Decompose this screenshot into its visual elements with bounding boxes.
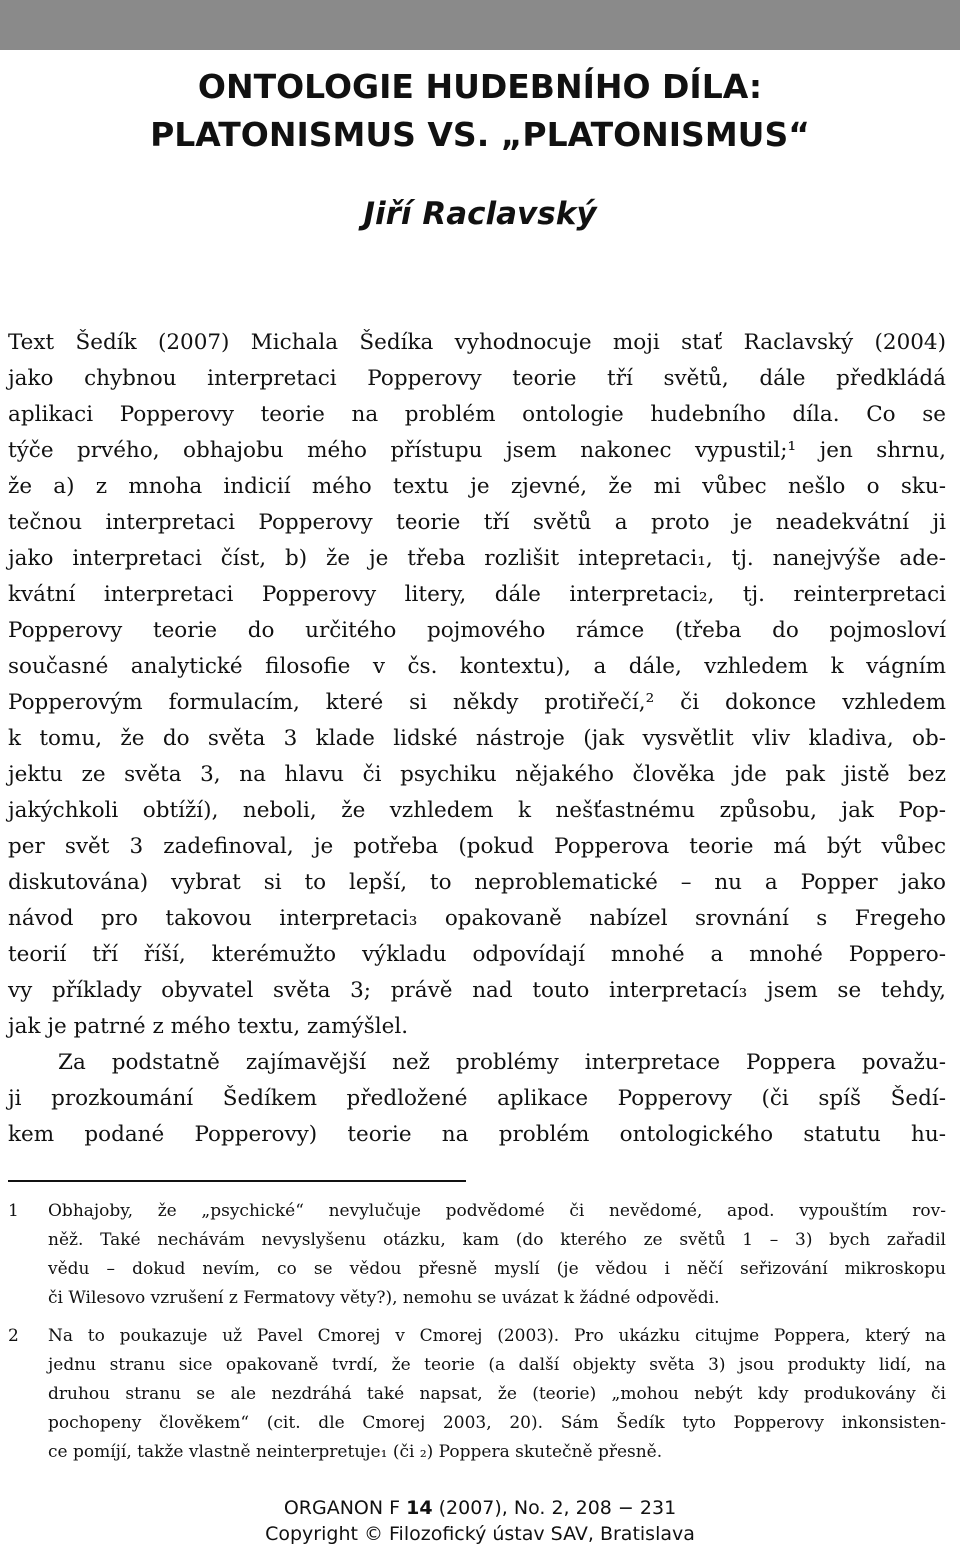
body-line: vy příklady obyvatel světa 3; právě nad touto interpretací₃ jsem se tehdy, bbox=[8, 978, 946, 1003]
footnote-line: jednu stranu sice opakovaně tvrdí, že teorie (a další objekty světa 3) jsou produkty lidí, na bbox=[48, 1355, 946, 1375]
journal-volume: 14 bbox=[406, 1497, 433, 1519]
article-title-line-2: PLATONISMUS VS. „PLATONISMUS“ bbox=[150, 115, 810, 154]
body-line: jako interpretaci číst, b) že je třeba rozlišit intepretaci₁, tj. nanejvýše ade- bbox=[8, 546, 946, 571]
body-line: k tomu, že do světa 3 klade lidské nástroje (jak vysvětlit vliv kladiva, ob- bbox=[8, 726, 946, 751]
body-line: jakýchkoli obtíží), neboli, že vzhledem k nešťastnému způsobu, jak Pop- bbox=[8, 798, 946, 823]
body-line: že a) z mnoha indicií mého textu je zjevné, že mi vůbec nešlo o sku- bbox=[8, 474, 946, 499]
body-line: Popperovy teorie do určitého pojmového rámce (třeba do pojmosloví bbox=[8, 618, 946, 643]
body-line: kem podané Popperovy) teorie na problém ontologického statutu hu- bbox=[8, 1122, 946, 1147]
body-line: návod pro takovou interpretaci₃ opakovaně nabízel srovnání s Fregeho bbox=[8, 906, 946, 931]
article-title-line-1: ONTOLOGIE HUDEBNÍHO DÍLA: bbox=[197, 67, 763, 106]
footnote-divider bbox=[8, 1180, 466, 1182]
body-line: Popperovým formulacím, které si někdy protiřečí,² či dokonce vzhledem bbox=[8, 690, 946, 715]
body-line: týče prvého, obhajobu mého přístupu jsem nakonec vypustil;¹ jen shrnu, bbox=[8, 438, 946, 463]
body-line: Za podstatně zajímavější než problémy interpretace Poppera považu- bbox=[58, 1050, 946, 1075]
journal-citation bbox=[0, 1495, 960, 1521]
header-bar bbox=[0, 0, 960, 50]
footnote-line: vědu – dokud nevím, co se vědou přesně myslí (je vědou i něčí seřizování mikroskopu bbox=[48, 1259, 946, 1279]
author-name: Jiří Raclavský bbox=[363, 196, 597, 232]
footnote-number: 2 bbox=[8, 1326, 19, 1346]
body-line: jak je patrné z mého textu, zamýšlel. bbox=[8, 1014, 409, 1039]
copyright-notice: Copyright © Filozofický ústav SAV, Bratislava bbox=[265, 1523, 695, 1545]
footnote-number: 1 bbox=[8, 1201, 19, 1221]
footnote-line: Obhajoby, že „psychické“ nevylučuje podvědomé či nevědomé, apod. vypouštím rov- bbox=[48, 1201, 946, 1221]
body-line: tečnou interpretaci Popperovy teorie tří světů a proto je neadekvátní ji bbox=[8, 510, 946, 535]
body-line: aplikaci Popperovy teorie na problém ontologie hudebního díla. Co se bbox=[8, 402, 946, 427]
body-line: jektu ze světa 3, na hlavu či psychiku nějakého člověka jde pak jistě bez bbox=[8, 762, 946, 787]
journal-prefix: ORGANON F bbox=[283, 1497, 407, 1519]
body-line: per svět 3 zadefinoval, je potřeba (pokud Popperova teorie má být vůbec bbox=[8, 834, 946, 859]
body-line: ji prozkoumání Šedíkem předložené aplikace Popperovy (či spíš Šedí- bbox=[8, 1086, 946, 1111]
footnote-line: Na to poukazuje už Pavel Cmorej v Cmorej (2003). Pro ukázku citujme Poppera, který na bbox=[48, 1326, 946, 1346]
journal-suffix: (2007), No. 2, 208 − 231 bbox=[432, 1497, 677, 1519]
body-line: kvátní interpretaci Popperovy litery, dále interpretaci₂, tj. reinterpretaci bbox=[8, 582, 946, 607]
body-line: Text Šedík (2007) Michala Šedíka vyhodnocuje moji stať Raclavský (2004) bbox=[8, 330, 946, 355]
footnote-line: ce pomíjí, takže vlastně neinterpretuje₁ (či ₂) Poppera skutečně přesně. bbox=[48, 1442, 663, 1462]
footnote-line: pochopeny člověkem“ (cit. dle Cmorej 2003, 20). Sám Šedík tyto Popperovy inkonsisten- bbox=[48, 1413, 946, 1433]
footnote-line: něž. Také nechávám nevyslyšenu otázku, kam (do kterého ze světů 1 – 3) bych zařadil bbox=[48, 1230, 946, 1250]
body-line: diskutována) vybrat si to lepší, to neproblematické – nu a Popper jako bbox=[8, 870, 946, 895]
body-line: současné analytické filosofie v čs. kontextu), a dále, vzhledem k vágním bbox=[8, 654, 946, 679]
footnote-line: druhou stranu se ale nezdráhá také napsat, že (teorie) „mohou nebýt kdy produkovány či bbox=[48, 1384, 946, 1404]
body-line: jako chybnou interpretaci Popperovy teorie tří světů, dále předkládá bbox=[8, 366, 946, 391]
footnote-line: či Wilesovo vzrušení z Fermatovy věty?), nemohu se uvázat k žádné odpovědi. bbox=[48, 1288, 720, 1308]
body-line: teorií tří říší, kterémužto výkladu odpovídají mnohé a mnohé Poppero- bbox=[8, 942, 946, 967]
